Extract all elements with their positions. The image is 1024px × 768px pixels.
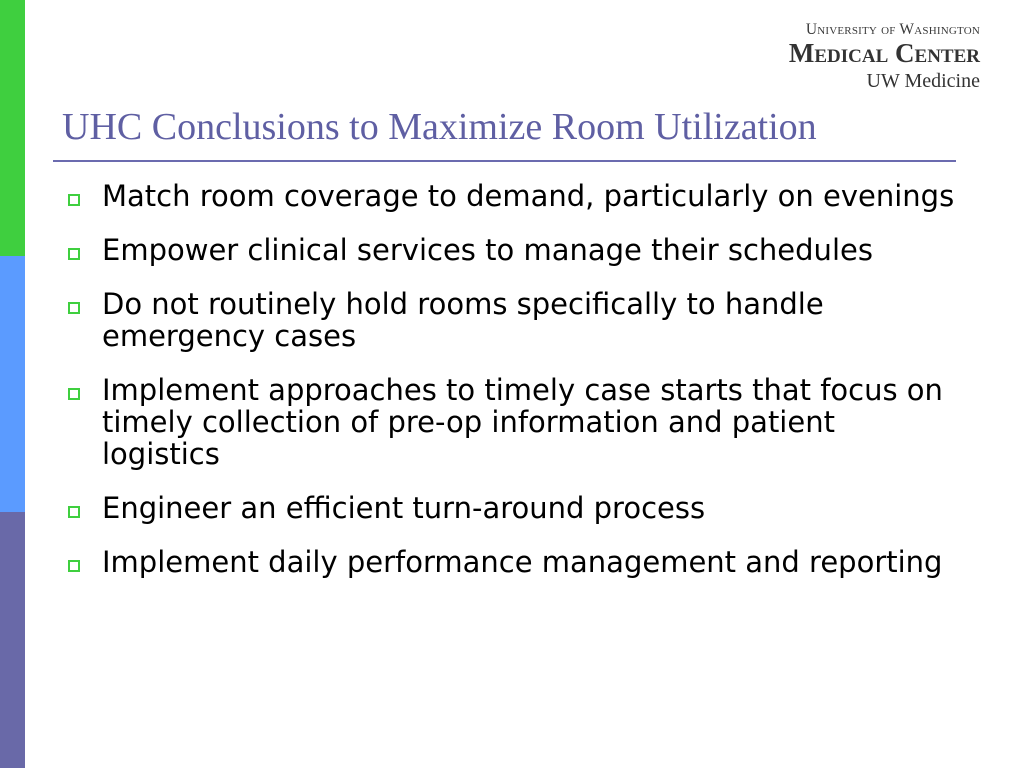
bullet-list bbox=[62, 180, 962, 600]
bullet-text: Engineer an efficient turn-around process bbox=[102, 491, 706, 525]
slide-title: UHC Conclusions to Maximize Room Utilization bbox=[62, 106, 817, 148]
bullet-item bbox=[62, 180, 962, 212]
square-bullet-icon bbox=[68, 560, 80, 572]
bullet-text: Implement approaches to timely case starts that focus on timely collection of pre-op information and patient logistics bbox=[102, 373, 943, 471]
uw-medicine-logo bbox=[774, 22, 980, 91]
square-bullet-icon bbox=[68, 302, 80, 314]
side-bar-blue bbox=[0, 256, 25, 512]
bullet-text: Do not routinely hold rooms specifically to handle emergency cases bbox=[102, 287, 824, 353]
bullet-text: Match room coverage to demand, particularly on evenings bbox=[102, 179, 955, 213]
bullet-item bbox=[62, 546, 962, 578]
square-bullet-icon bbox=[68, 194, 80, 206]
bullet-item bbox=[62, 288, 962, 352]
bullet-item bbox=[62, 492, 962, 524]
side-bar-slate bbox=[0, 512, 25, 768]
square-bullet-icon bbox=[68, 248, 80, 260]
logo-line-uw-medicine: UW Medicine bbox=[866, 69, 980, 92]
bullet-text: Implement daily performance management and reporting bbox=[102, 545, 943, 579]
bullet-item bbox=[62, 374, 962, 470]
logo-line-medical-center: Medical Center bbox=[788, 37, 980, 68]
square-bullet-icon bbox=[68, 506, 80, 518]
title-divider bbox=[53, 160, 956, 162]
bullet-text: Empower clinical services to manage their schedules bbox=[102, 233, 873, 267]
square-bullet-icon bbox=[68, 388, 80, 400]
bullet-item bbox=[62, 234, 962, 266]
side-bar-green bbox=[0, 0, 25, 256]
logo-line-university: University of Washington bbox=[805, 21, 980, 38]
